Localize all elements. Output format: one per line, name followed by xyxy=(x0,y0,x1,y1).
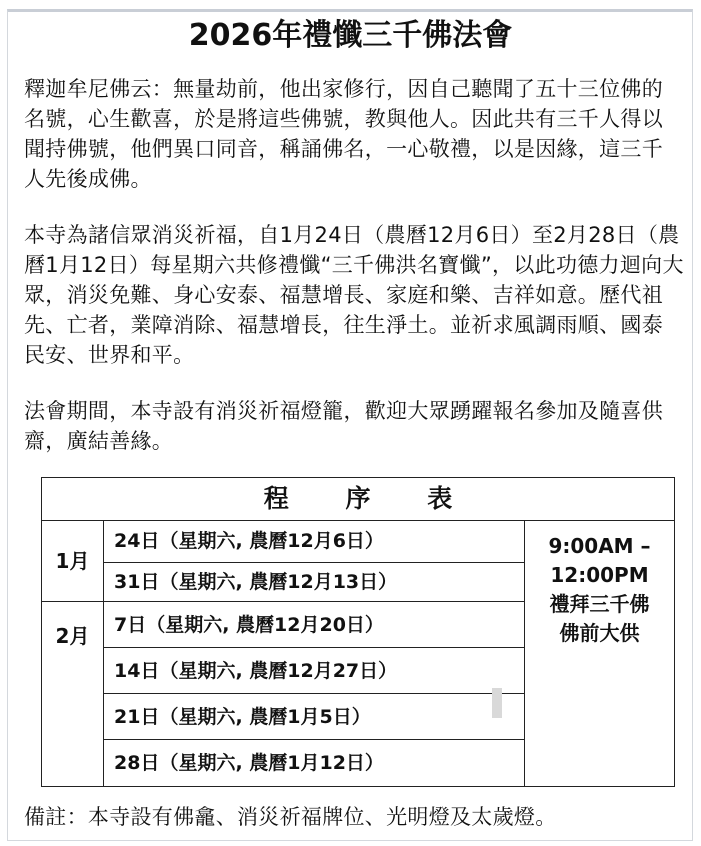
lantern-paragraph: 法會期間，本寺設有消災祈福燈籠，歡迎大眾踴躍報名參加及隨喜供齋，廣結善緣。 xyxy=(24,399,663,453)
schedule-date-row: 24日（星期六, 農曆12月6日） xyxy=(104,520,524,563)
schedule-table xyxy=(41,477,675,787)
month-january: 1月 xyxy=(42,520,104,602)
scroll-marker xyxy=(492,688,502,718)
month-february: 2月 xyxy=(42,602,104,786)
schedule-date-row: 14日（星期六, 農曆12月27日） xyxy=(104,648,524,694)
schedule-heading xyxy=(42,478,674,521)
schedule-date-row: 28日（星期六, 農曆1月12日） xyxy=(114,752,384,774)
schedule-heading-char: 程 xyxy=(263,484,289,513)
schedule-time-cell xyxy=(524,520,674,786)
event-paragraph: 本寺為諸信眾消災祈福，自1月24日（農曆12月6日）至2月28日（農曆1月12日）每星期六共修禮懺“三千佛洪名寶懺”，以此功德力迴向大眾，消災免難、身心安泰、福慧增長、家庭和樂、吉祥如意。歷代祖先、亡者，業障消除、福慧增長，往生淨土。並祈求風調雨順、國泰民安、世界和平。 xyxy=(24,223,684,367)
time-end: 12:00PM xyxy=(550,563,649,587)
intro-paragraph: 釋迦牟尼佛云：無量劫前，他出家修行，因自己聽聞了五十三位佛的名號，心生歡喜，於是將這些佛號，教與他人。因此共有三千人得以聞持佛號，他們異口同音，稱誦佛名，一心敬禮，以是因緣，這三千人先後成佛。 xyxy=(24,77,663,191)
schedule-date-row: 21日（星期六, 農曆1月5日） xyxy=(104,694,524,740)
schedule-date-row: 7日（星期六, 農曆12月20日） xyxy=(104,602,524,648)
time-start: 9:00AM – xyxy=(548,534,651,558)
footer-note: 備註：本寺設有佛龕、消災祈福牌位、光明燈及太歲燈。 xyxy=(24,805,557,829)
schedule-heading-char: 表 xyxy=(427,484,453,513)
activity-name: 禮拜三千佛 xyxy=(549,592,650,616)
schedule-heading-char: 序 xyxy=(345,484,371,513)
page-title: 2026年禮懺三千佛法會 xyxy=(188,18,513,53)
schedule-date-row: 31日（星期六, 農曆12月13日） xyxy=(104,563,524,602)
activity-offering: 佛前大供 xyxy=(559,621,640,645)
